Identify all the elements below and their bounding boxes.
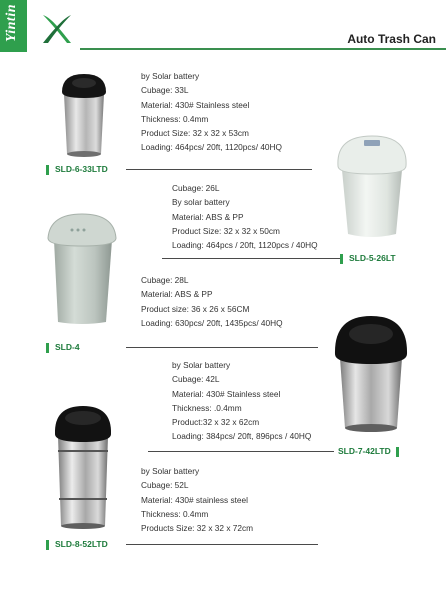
model-label-sld-4: SLD-4 [46, 342, 80, 353]
spec-line: Thickness: 0.4mm [141, 113, 209, 124]
spec-line: Material: 430# stainless steel [141, 494, 248, 505]
brand-strip [0, 0, 27, 52]
spec-block-sld-5-26lt [172, 181, 318, 252]
model-rule [126, 544, 318, 545]
model-label-sld-6-33ltd: SLD-6-33LTD [46, 164, 108, 175]
spec-line: Material: 430# Stainless steel [141, 99, 250, 110]
page-title: Auto Trash Can [347, 32, 436, 46]
model-label-sld-8-52ltd: SLD-8-52LTD [46, 539, 108, 550]
spec-line: Product:32 x 32 x 62cm [172, 417, 260, 428]
spec-line: Product size: 36 x 26 x 56CM [141, 303, 250, 314]
model-label-sld-5-26lt: SLD-5-26LT [340, 253, 396, 264]
spec-block-sld-4 [141, 273, 283, 330]
green-marker [46, 343, 49, 353]
spec-line: Loading: 464pcs/ 20ft, 1120pcs/ 40HQ [141, 142, 282, 153]
x-leaf-logo-icon [40, 12, 74, 46]
spec-line: Cubage: 26L [172, 183, 220, 193]
stainless-round-can-42l-image [330, 312, 412, 434]
white-abs-can-26l-image [334, 130, 410, 240]
model-rule [126, 169, 312, 170]
header-divider [80, 48, 446, 50]
model-rule [162, 258, 342, 259]
spec-block-sld-8-52ltd [141, 464, 253, 535]
spec-block-sld-7-42ltd [172, 358, 311, 444]
model-rule [126, 347, 318, 348]
spec-line: Material: ABS & PP [141, 289, 213, 300]
spec-line: Product Size: 32 x 32 x 50cm [172, 225, 280, 236]
spec-line: By solar battery [172, 197, 230, 208]
spec-line: by Solar battery [172, 360, 231, 370]
spec-line: Material: ABS & PP [172, 211, 244, 222]
spec-line: Material: 430# Stainless steel [172, 388, 281, 399]
stainless-round-can-33l-image [58, 70, 110, 158]
spec-line: Loading: 384pcs/ 20ft, 896pcs / 40HQ [172, 431, 312, 442]
spec-line: Products Size: 32 x 32 x 72cm [141, 523, 254, 534]
spec-line: Cubage: 28L [141, 275, 189, 285]
model-rule [148, 451, 334, 452]
spec-line: Thickness: 0.4mm [141, 508, 209, 519]
spec-block-sld-6-33ltd [141, 69, 282, 155]
green-marker [340, 254, 343, 264]
brand-name: Yintin [4, 4, 19, 43]
spec-line: Product Size: 32 x 32 x 53cm [141, 128, 249, 139]
spec-line: by Solar battery [141, 71, 200, 81]
model-label-sld-7-42ltd: SLD-7-42LTD [338, 446, 399, 457]
spec-line: Loading: 630pcs/ 20ft, 1435pcs/ 40HQ [141, 317, 283, 328]
spec-line: by Solar battery [141, 466, 200, 476]
spec-line: Cubage: 33L [141, 85, 189, 96]
spec-line: Loading: 464pcs / 20ft, 1120pcs / 40HQ [172, 240, 318, 251]
green-marker [46, 540, 49, 550]
spec-line: Cubage: 52L [141, 480, 189, 491]
spec-line: Cubage: 42L [172, 374, 220, 385]
stainless-tall-can-52l-image [50, 400, 116, 532]
green-marker [396, 447, 399, 457]
spec-line: Thickness: .0.4mm [172, 402, 242, 413]
green-abs-rect-can-28l-image [44, 206, 120, 326]
green-marker [46, 165, 49, 175]
